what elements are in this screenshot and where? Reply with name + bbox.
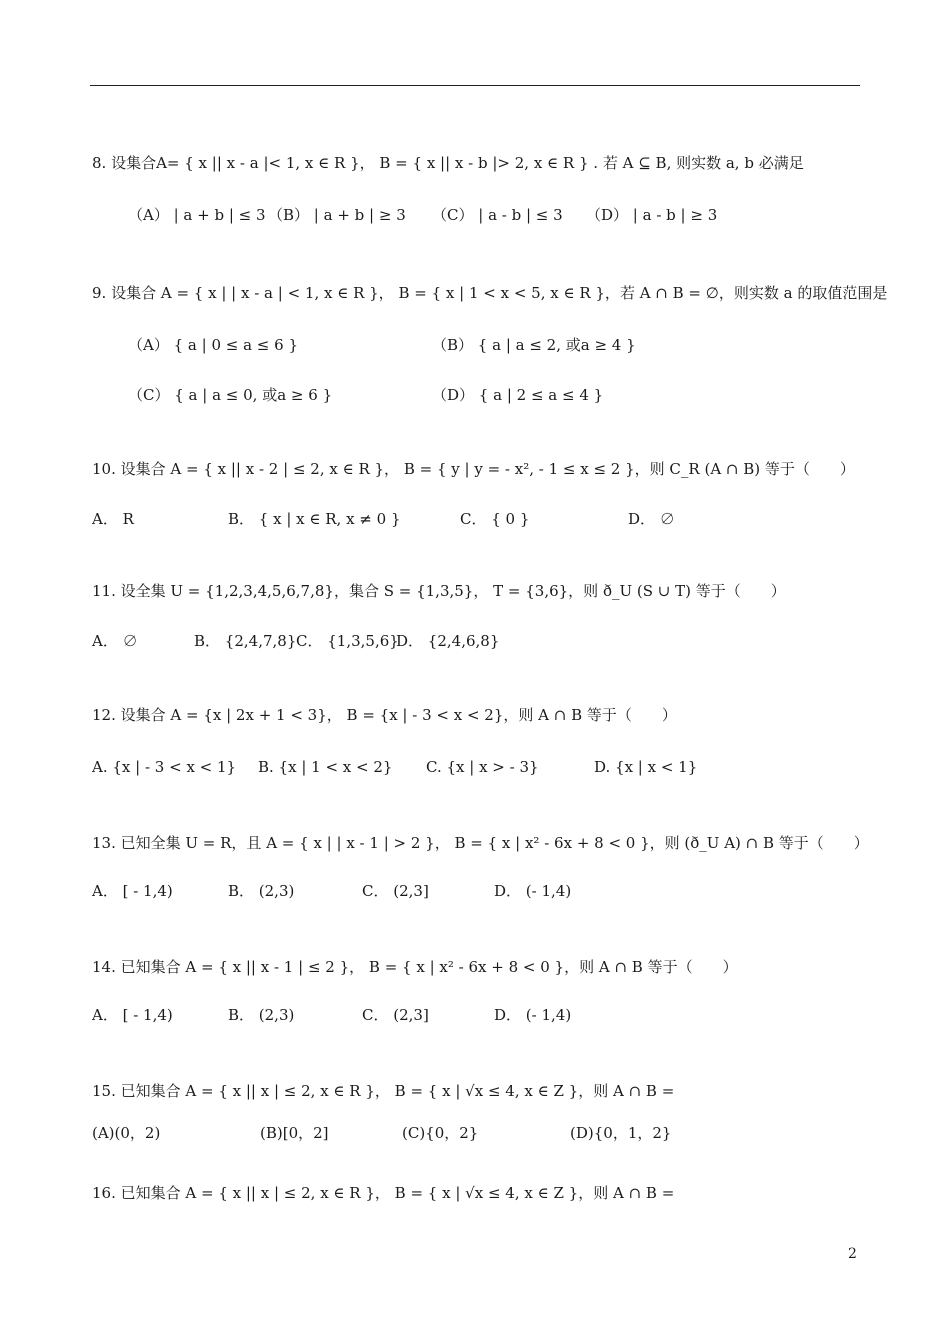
question-9-option-b: （B） { a | a ≤ 2, 或a ≥ 4 } — [432, 336, 636, 354]
question-11: 11. 设全集 U = {1,2,3,4,5,6,7,8}，集合 S = {1,3,5}， T = {3,6}，则 ð_U (S ∪ T) 等于（ ） — [92, 582, 786, 600]
question-9-option-a: （A） { a | 0 ≤ a ≤ 6 } — [128, 336, 298, 354]
question-14-option-b: B． (2,3) — [228, 1006, 295, 1024]
header-rule — [90, 85, 860, 86]
question-9-option-d: （D） { a | 2 ≤ a ≤ 4 } — [432, 386, 604, 404]
question-14-option-c: C． (2,3] — [362, 1006, 429, 1024]
question-11-option-a: A． ∅ — [92, 632, 138, 650]
question-8: 8. 设集合A= { x || x - a |< 1, x ∈ R }， B = { x || x - b |> 2, x ∈ R } . 若 A ⊆ B, 则实数 a, b 必满足 — [92, 154, 804, 172]
question-15-option-c: (C){0，2} — [402, 1124, 479, 1142]
question-10-option-c: C． { 0 } — [460, 510, 530, 528]
question-10-option-d: D． ∅ — [628, 510, 675, 528]
question-10-option-a: A． R — [92, 510, 134, 528]
question-9: 9. 设集合 A = { x | | x - a | < 1, x ∈ R }， B = { x | 1 < x < 5, x ∈ R }，若 A ∩ B = ∅，则实数 a 的取值范围是 — [92, 284, 888, 302]
question-13-option-b: B． (2,3) — [228, 882, 295, 900]
question-12-option-a: A. {x | - 3 < x < 1} — [92, 758, 237, 776]
question-12-option-b: B. {x | 1 < x < 2} — [258, 758, 393, 776]
question-13: 13. 已知全集 U = R，且 A = { x | | x - 1 | > 2 }， B = { x | x² - 6x + 8 < 0 }，则 (ð_U A) ∩ B 等于（ ） — [92, 834, 869, 852]
question-13-option-d: D． (- 1,4) — [494, 882, 572, 900]
question-11-option-b: B． {2,4,7,8} — [194, 632, 297, 650]
question-8-option-a: （A） | a + b | ≤ 3 — [128, 206, 266, 224]
question-8-option-c: （C） | a - b | ≤ 3 — [432, 206, 563, 224]
question-10-option-b: B． { x | x ∈ R, x ≠ 0 } — [228, 510, 401, 528]
question-13-option-c: C． (2,3] — [362, 882, 429, 900]
question-11-option-c: C． {1,3,5,6} — [296, 632, 399, 650]
question-11-option-d: D． {2,4,6,8} — [396, 632, 500, 650]
question-14-option-d: D． (- 1,4) — [494, 1006, 572, 1024]
question-16: 16. 已知集合 A = { x || x | ≤ 2, x ∈ R }， B = { x | √x ≤ 4, x ∈ Z }，则 A ∩ B = — [92, 1184, 675, 1202]
question-15-option-d: (D){0，1，2} — [570, 1124, 672, 1142]
question-8-option-d: （D） | a - b | ≥ 3 — [586, 206, 718, 224]
question-12: 12. 设集合 A = {x | 2x + 1 < 3}， B = {x | - 3 < x < 2}，则 A ∩ B 等于（ ） — [92, 706, 677, 724]
question-14-option-a: A． [ - 1,4) — [92, 1006, 173, 1024]
question-10: 10. 设集合 A = { x || x - 2 | ≤ 2, x ∈ R }， B = { y | y = - x², - 1 ≤ x ≤ 2 }，则 C_R (A ∩ B) 等于（ ） — [92, 460, 855, 478]
question-12-option-d: D. {x | x < 1} — [594, 758, 698, 776]
question-15: 15. 已知集合 A = { x || x | ≤ 2, x ∈ R }， B = { x | √x ≤ 4, x ∈ Z }，则 A ∩ B = — [92, 1082, 675, 1100]
page-number: 2 — [848, 1246, 857, 1262]
question-15-option-a: (A)(0，2) — [92, 1124, 161, 1142]
question-8-option-b: （B） | a + b | ≥ 3 — [268, 206, 406, 224]
question-13-option-a: A． [ - 1,4) — [92, 882, 173, 900]
question-12-option-c: C. {x | x > - 3} — [426, 758, 539, 776]
question-15-option-b: (B)[0，2] — [260, 1124, 329, 1142]
question-9-option-c: （C） { a | a ≤ 0, 或a ≥ 6 } — [128, 386, 333, 404]
question-14: 14. 已知集合 A = { x || x - 1 | ≤ 2 }， B = { x | x² - 6x + 8 < 0 }，则 A ∩ B 等于（ ） — [92, 958, 738, 976]
